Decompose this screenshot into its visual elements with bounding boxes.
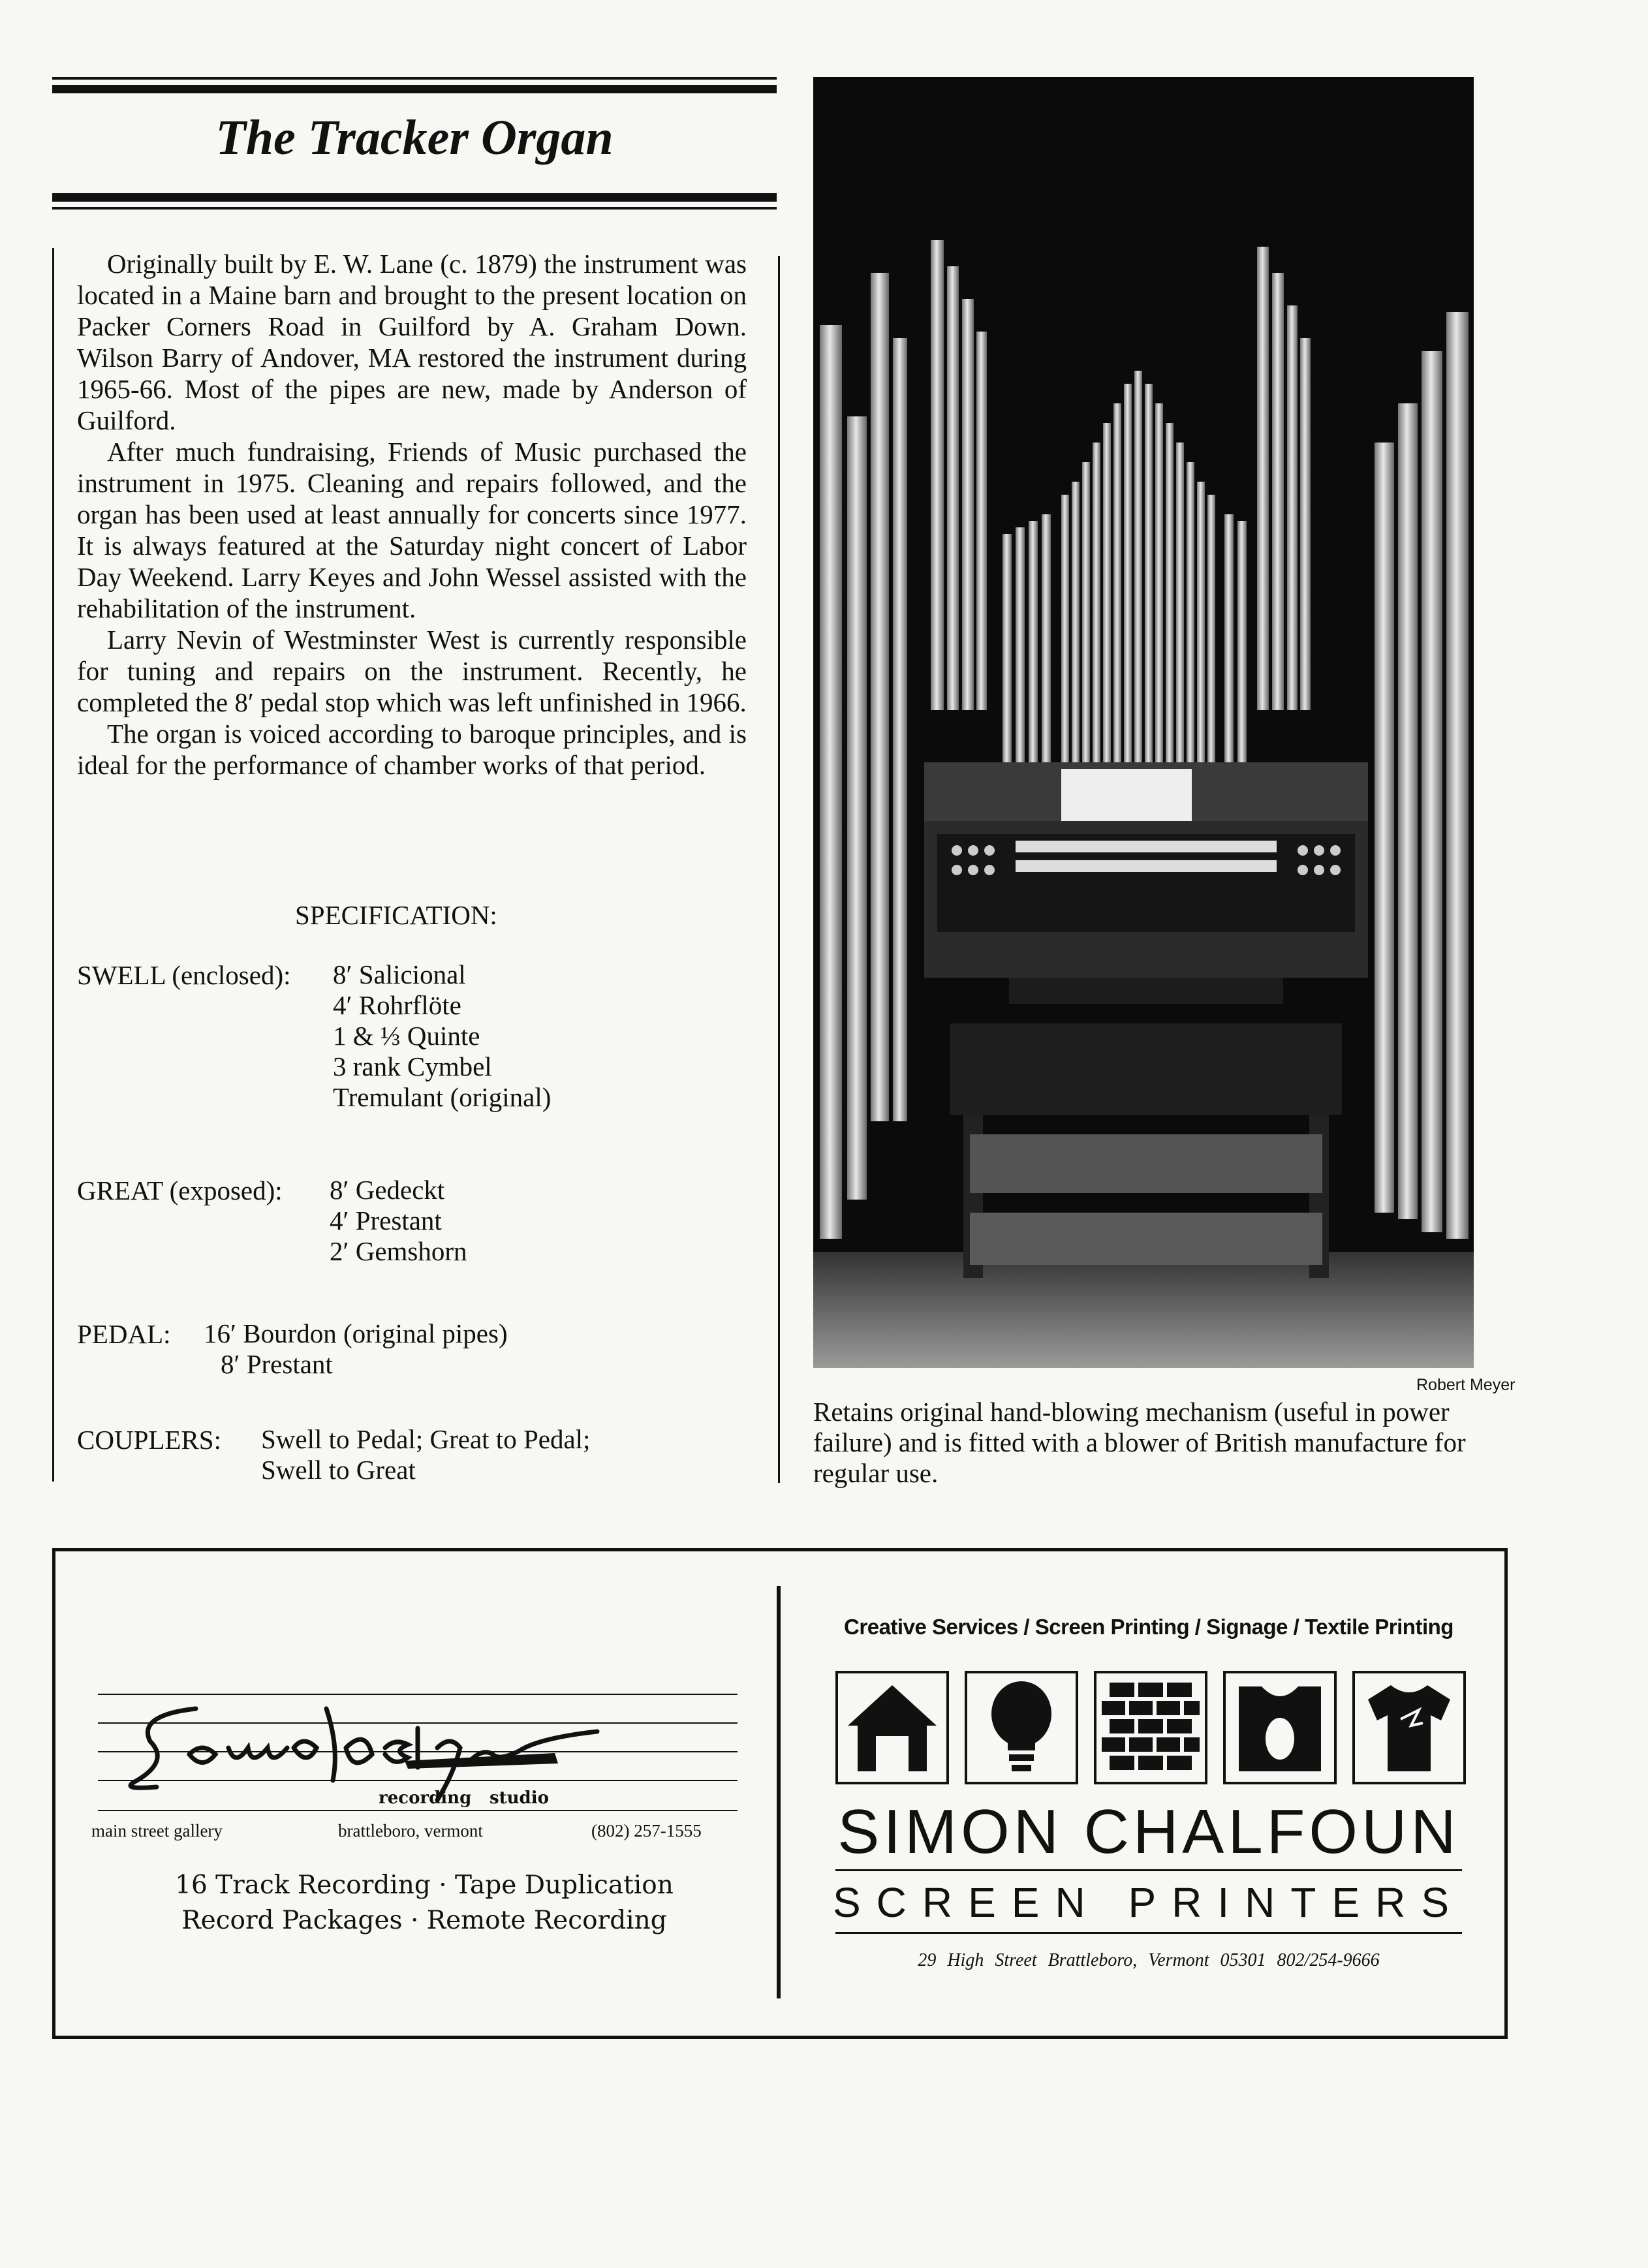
lightbulb-icon — [965, 1671, 1078, 1784]
swell-label: SWELL (enclosed): — [77, 960, 291, 990]
title-top-rule-thick — [52, 85, 777, 93]
soundesign-services — [131, 1868, 718, 1938]
services-line: Record Packages · Remote Recording — [181, 1906, 667, 1935]
stop-item: Swell to Pedal; Great to Pedal; — [261, 1424, 591, 1454]
title-top-rule-thin — [52, 77, 777, 80]
photo-credit: Robert Meyer — [1416, 1376, 1516, 1394]
organ-photo — [813, 77, 1474, 1368]
great-stops — [330, 1175, 467, 1267]
stop-item: 3 rank Cymbel — [333, 1051, 492, 1081]
paragraph: The organ is voiced according to baroque principles, and is ideal for the performance of chamber works of that period. — [77, 719, 747, 780]
pedal-label: PEDAL: — [77, 1319, 171, 1349]
column-right-rule — [778, 256, 780, 1483]
chalfoun-address: 29 High Street Brattleboro, Vermont 05301 802/254-9666 — [918, 1950, 1380, 1970]
stop-item: Tremulant (original) — [333, 1082, 552, 1112]
column-left-rule — [52, 248, 54, 1482]
chalfoun-services: Creative Services / Screen Printing / Signage / Textile Printing — [844, 1615, 1454, 1639]
soundesign-studio: studio — [490, 1788, 549, 1808]
soundesign-recording: recording — [379, 1788, 472, 1808]
soundesign-city: brattleboro, vermont — [338, 1821, 483, 1841]
photo-caption: Retains original hand-blowing mechanism (useful in power failure) and is fitted with a blower of British manufacture for regular use. — [813, 1397, 1466, 1488]
paragraph: Larry Nevin of Westminster West is currently responsible for tuning and repairs on the instrument. Recently, he completed the 8′ pedal stop which was left unfinished in 1966. — [77, 625, 747, 717]
stop-item: 1 & ⅓ Quinte — [333, 1021, 480, 1051]
organ-illustration — [813, 77, 1474, 1368]
chalfoun-subtitle: SCREEN PRINTERS — [832, 1879, 1465, 1926]
swell-stops — [333, 959, 551, 1113]
stop-item: 16′ Bourdon (original pipes) — [204, 1318, 508, 1348]
stop-item: 4′ Prestant — [330, 1205, 442, 1235]
specification-heading: SPECIFICATION: — [295, 900, 497, 930]
stop-item: 2′ Gemshorn — [330, 1236, 467, 1266]
paragraph: After much fundraising, Friends of Music purchased the instrument in 1975. Cleaning and repairs followed, and the organ has been used at least annually for concerts since 1977. It is always featured at the Saturday night concert of Labor Day Weekend. Larry Keyes and John Wessel assisted with the rehabilitation of the instrument. — [77, 437, 747, 623]
house-icon — [835, 1671, 949, 1784]
bib-icon — [1223, 1671, 1337, 1784]
soundesign-phone: (802) 257-1555 — [591, 1821, 702, 1841]
stop-item: 8′ Salicional — [333, 959, 466, 989]
article-title: The Tracker Organ — [215, 110, 614, 165]
stop-item: Swell to Great — [261, 1455, 416, 1485]
title-bottom-rule-thin — [52, 207, 777, 210]
stop-item: 8′ Prestant — [221, 1349, 333, 1379]
paragraph: Originally built by E. W. Lane (c. 1879) the instrument was located in a Maine barn and brought to the present location on Packer Corners Road in Guilford by A. Graham Down. Wilson Barry of Andover, MA restored the instrument during 1965-66. Most of the pipes are new, made by Anderson of Guilford. — [77, 249, 747, 435]
chalfoun-name-rule — [835, 1869, 1462, 1871]
article-body — [77, 248, 747, 781]
stop-item: 4′ Rohrflöte — [333, 990, 461, 1020]
stop-item: 8′ Gedeckt — [330, 1175, 445, 1205]
title-bottom-rule-thick — [52, 193, 777, 202]
ad-divider — [777, 1586, 781, 1998]
chalfoun-name: SIMON CHALFOUN — [837, 1797, 1460, 1867]
brick-wall-icon — [1094, 1671, 1207, 1784]
coupler-list — [261, 1424, 590, 1485]
great-label: GREAT (exposed): — [77, 1175, 283, 1205]
couplers-label: COUPLERS: — [77, 1425, 221, 1455]
services-line: 16 Track Recording · Tape Duplication — [175, 1871, 674, 1900]
soundesign-location: main street gallery — [91, 1821, 223, 1841]
soundesign-logo — [98, 1683, 738, 1813]
chalfoun-subtitle-rule — [835, 1932, 1462, 1934]
pedal-stops — [204, 1318, 508, 1380]
tshirt-icon — [1352, 1671, 1466, 1784]
